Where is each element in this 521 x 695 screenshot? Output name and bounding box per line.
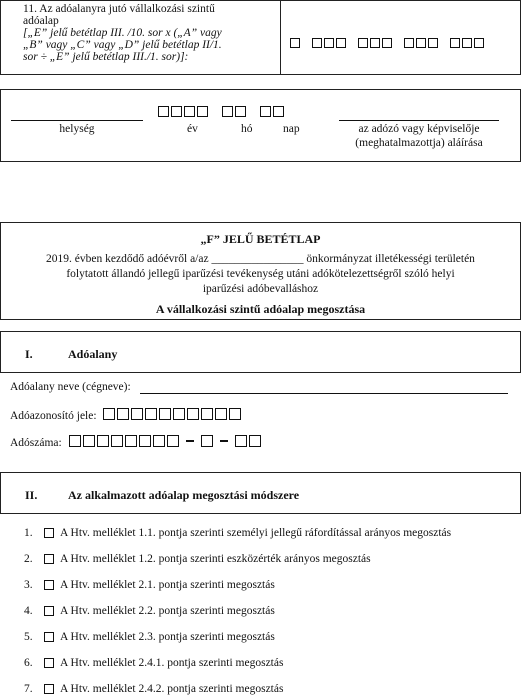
adoalap-label: 11. Az adóalanyra jutó vállalkozási szintű adóalap [„E” jelű betétlap III. /10. sor x („A” vagy „B” vagy „C” vagy „D” jelű betétlap II/1. sor ÷ „E” jelű betétlap III./1. sor)]: [23, 3, 222, 63]
day-label: nap [283, 123, 300, 135]
tax-id-boxes[interactable] [103, 405, 241, 423]
option-label: A Htv. melléklet 2.4.1. pontja szerinti megosztás [60, 657, 284, 669]
tax-id-label: Adóazonosító jele: [10, 410, 97, 422]
f-sheet-desc-2: folytatott állandó jellegű iparűzési tevékenység utáni adókötelezettségről szóló helyi [66, 268, 455, 280]
option-label: A Htv. melléklet 2.1. pontja szerinti megosztás [60, 579, 275, 591]
signature-box [0, 89, 521, 162]
option-checkbox[interactable] [44, 554, 54, 564]
method-option[interactable] [24, 605, 275, 617]
place-line [11, 120, 143, 121]
place-label: helység [59, 123, 95, 135]
option-checkbox[interactable] [44, 580, 54, 590]
method-option[interactable] [24, 527, 451, 539]
f-sheet-desc-3: iparűzési adóbevalláshoz [202, 283, 319, 295]
option-label: A Htv. melléklet 2.3. pontja szerinti megosztás [60, 631, 275, 643]
method-option[interactable] [24, 631, 275, 643]
option-checkbox[interactable] [44, 632, 54, 642]
option-number: 7. [24, 683, 33, 695]
date-boxes[interactable] [158, 102, 292, 120]
option-number: 3. [24, 579, 33, 591]
tax-number-boxes[interactable] [69, 432, 261, 450]
signer-label-1: az adózó vagy képviselője [358, 123, 480, 135]
divider-vertical [280, 1, 281, 74]
taxpayer-name-field[interactable] [140, 393, 508, 394]
option-number: 1. [24, 527, 33, 539]
method-option[interactable] [24, 683, 283, 695]
option-label: A Htv. melléklet 1.2. pontja szerinti eszközérték arányos megosztás [60, 553, 371, 565]
f-sheet-desc-1: 2019. évben kezdődő adóévről a/az ________________ önkormányzat illetékességi területén [46, 253, 475, 265]
method-option[interactable] [24, 579, 275, 591]
option-label: A Htv. melléklet 1.1. pontja szerinti személyi jellegű ráfordítással arányos megosztás [60, 527, 452, 539]
adoalap-amount-boxes[interactable] [290, 34, 492, 52]
signature-line [339, 120, 499, 121]
option-number: 2. [24, 553, 33, 565]
adoalap-box [0, 0, 521, 75]
option-number: 5. [24, 631, 33, 643]
method-option[interactable] [24, 553, 371, 565]
f-sheet-header [0, 222, 521, 320]
option-number: 4. [24, 605, 33, 617]
section-i-number: I. [25, 347, 33, 361]
section-i-title: Adóalany [68, 347, 118, 361]
option-checkbox[interactable] [44, 528, 54, 538]
option-number: 6. [24, 657, 33, 669]
method-option[interactable] [24, 657, 283, 669]
tax-number-label: Adószáma: [10, 437, 62, 449]
f-sheet-subtitle: A vállalkozási szintű adóalap megosztása [155, 302, 366, 316]
f-sheet-title: „F” JELŰ BETÉTLAP [200, 232, 321, 246]
option-label: A Htv. melléklet 2.4.2. pontja szerinti megosztás [60, 683, 284, 695]
option-checkbox[interactable] [44, 658, 54, 668]
section-ii-number: II. [25, 488, 38, 502]
taxpayer-name-label: Adóalany neve (cégneve): [10, 381, 131, 393]
option-checkbox[interactable] [44, 606, 54, 616]
option-label: A Htv. melléklet 2.2. pontja szerinti megosztás [60, 605, 275, 617]
option-checkbox[interactable] [44, 684, 54, 694]
month-label: hó [241, 123, 253, 135]
section-i-header [0, 331, 521, 373]
signer-label-2: (meghatalmazottja) aláírása [355, 137, 483, 149]
section-ii-header [0, 472, 521, 514]
section-ii-title: Az alkalmazott adóalap megosztási módszere [68, 488, 300, 502]
year-label: év [187, 123, 198, 135]
